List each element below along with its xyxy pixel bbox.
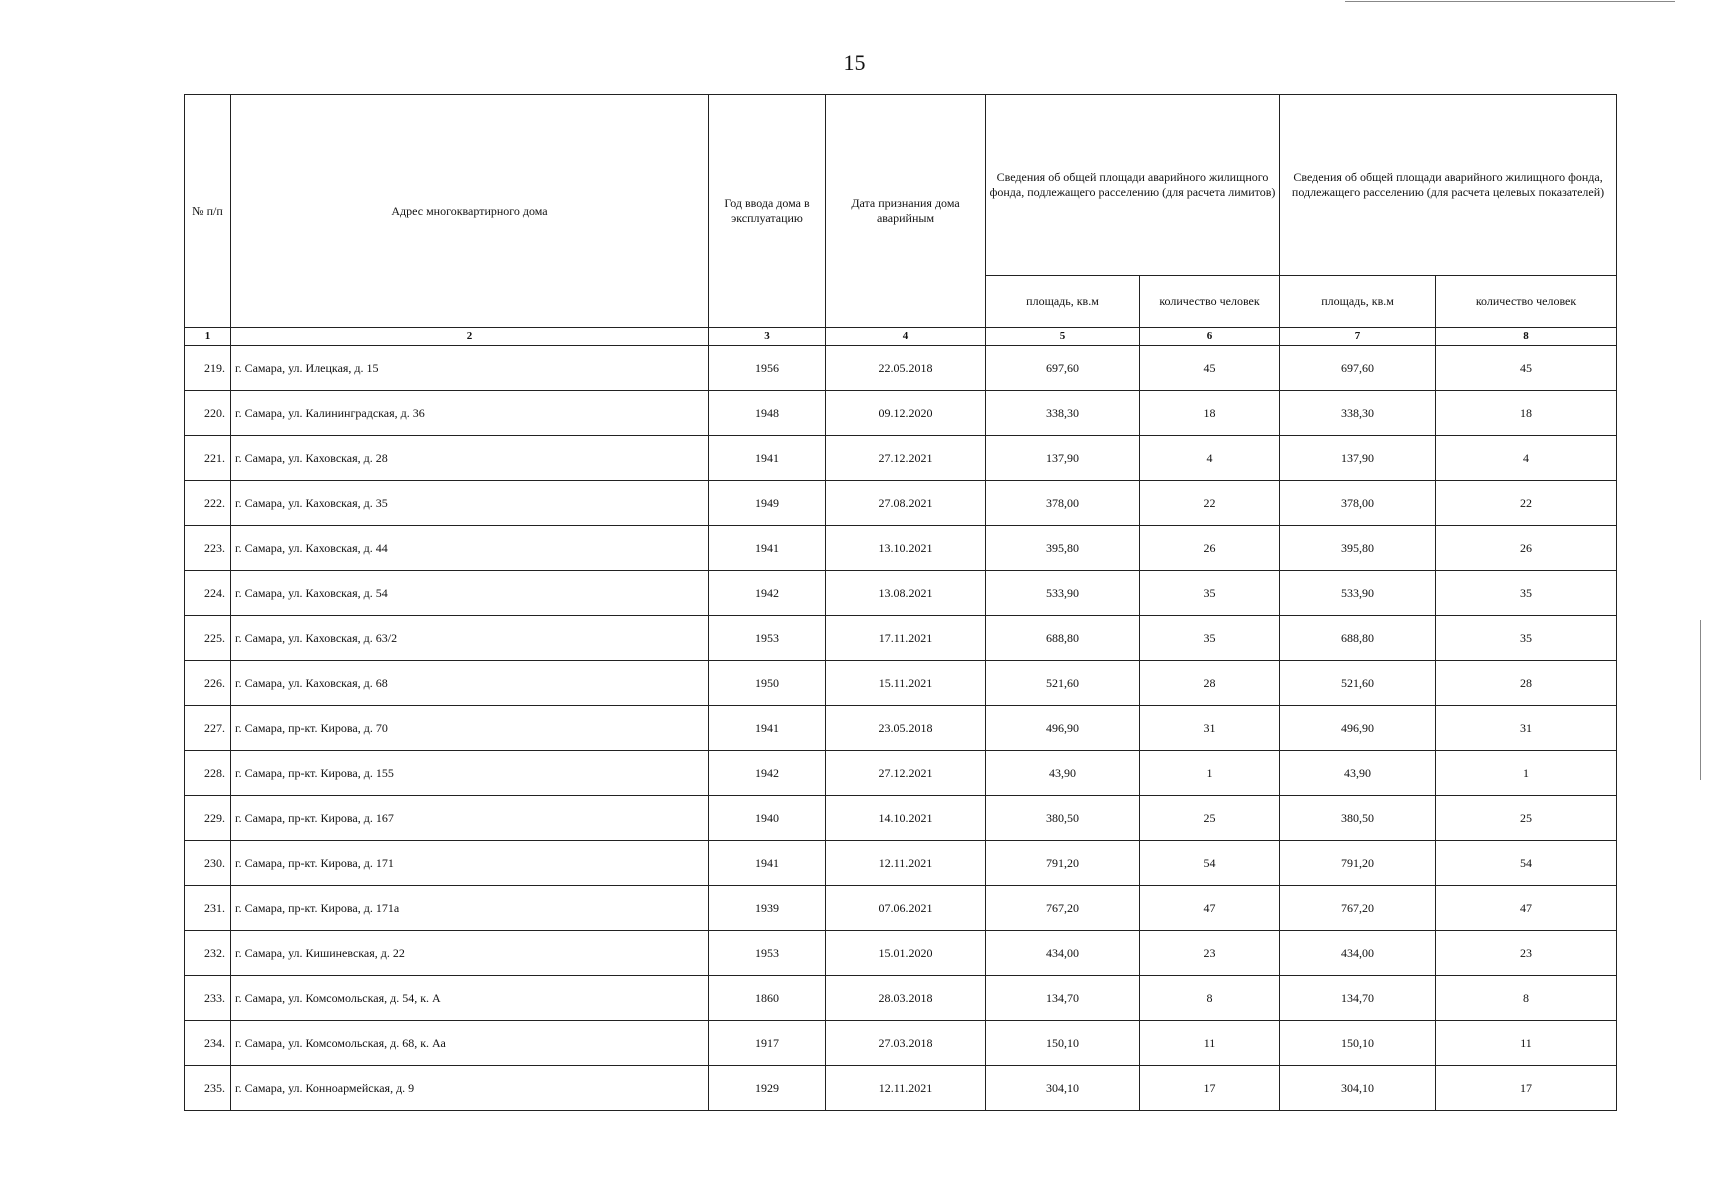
row-date: 07.06.2021 — [826, 886, 986, 931]
row-people-limits: 35 — [1140, 571, 1280, 616]
column-number: 8 — [1436, 328, 1617, 346]
row-people-targets: 4 — [1436, 436, 1617, 481]
row-people-targets: 47 — [1436, 886, 1617, 931]
row-area-limits: 338,30 — [986, 391, 1140, 436]
row-people-targets: 26 — [1436, 526, 1617, 571]
row-date: 15.01.2020 — [826, 931, 986, 976]
row-people-targets: 8 — [1436, 976, 1617, 1021]
table-row — [185, 751, 1617, 796]
table-row — [185, 706, 1617, 751]
row-people-limits: 8 — [1140, 976, 1280, 1021]
column-number: 2 — [231, 328, 709, 346]
row-area-limits: 395,80 — [986, 526, 1140, 571]
row-area-targets: 434,00 — [1280, 931, 1436, 976]
table-header — [185, 95, 1617, 346]
row-area-limits: 43,90 — [986, 751, 1140, 796]
row-date: 27.08.2021 — [826, 481, 986, 526]
row-address: г. Самара, пр-кт. Кирова, д. 167 — [231, 796, 709, 841]
row-people-limits: 45 — [1140, 346, 1280, 391]
row-people-limits: 26 — [1140, 526, 1280, 571]
row-area-limits: 378,00 — [986, 481, 1140, 526]
row-area-limits: 521,60 — [986, 661, 1140, 706]
row-year: 1941 — [709, 841, 826, 886]
row-area-limits: 134,70 — [986, 976, 1140, 1021]
row-year: 1950 — [709, 661, 826, 706]
table-row — [185, 391, 1617, 436]
row-address: г. Самара, пр-кт. Кирова, д. 155 — [231, 751, 709, 796]
table-row — [185, 526, 1617, 571]
column-number: 7 — [1280, 328, 1436, 346]
row-people-limits: 35 — [1140, 616, 1280, 661]
row-address: г. Самара, пр-кт. Кирова, д. 70 — [231, 706, 709, 751]
row-year: 1942 — [709, 571, 826, 616]
row-year: 1941 — [709, 436, 826, 481]
row-year: 1860 — [709, 976, 826, 1021]
table-row — [185, 481, 1617, 526]
row-year: 1940 — [709, 796, 826, 841]
row-people-limits: 28 — [1140, 661, 1280, 706]
column-number: 3 — [709, 328, 826, 346]
row-area-targets: 521,60 — [1280, 661, 1436, 706]
row-people-limits: 18 — [1140, 391, 1280, 436]
row-number: 231. — [185, 886, 231, 931]
row-address: г. Самара, ул. Конноармейская, д. 9 — [231, 1066, 709, 1111]
row-year: 1917 — [709, 1021, 826, 1066]
row-date: 23.05.2018 — [826, 706, 986, 751]
row-people-targets: 22 — [1436, 481, 1617, 526]
row-area-targets: 134,70 — [1280, 976, 1436, 1021]
row-people-limits: 11 — [1140, 1021, 1280, 1066]
row-number: 235. — [185, 1066, 231, 1111]
row-people-limits: 47 — [1140, 886, 1280, 931]
row-date: 15.11.2021 — [826, 661, 986, 706]
row-year: 1941 — [709, 526, 826, 571]
header-area-targets: площадь, кв.м — [1280, 276, 1436, 328]
row-address: г. Самара, ул. Илецкая, д. 15 — [231, 346, 709, 391]
row-year: 1941 — [709, 706, 826, 751]
table-row — [185, 346, 1617, 391]
row-area-limits: 791,20 — [986, 841, 1140, 886]
row-people-limits: 54 — [1140, 841, 1280, 886]
row-area-targets: 791,20 — [1280, 841, 1436, 886]
row-area-limits: 304,10 — [986, 1066, 1140, 1111]
row-number: 229. — [185, 796, 231, 841]
row-address: г. Самара, ул. Комсомольская, д. 68, к. Аа — [231, 1021, 709, 1066]
row-number: 232. — [185, 931, 231, 976]
row-area-limits: 697,60 — [986, 346, 1140, 391]
row-date: 17.11.2021 — [826, 616, 986, 661]
table-row — [185, 886, 1617, 931]
row-date: 22.05.2018 — [826, 346, 986, 391]
scan-margin-line — [1345, 1, 1675, 2]
row-people-limits: 1 — [1140, 751, 1280, 796]
row-people-targets: 45 — [1436, 346, 1617, 391]
header-date: Дата признания дома аварийным — [826, 95, 986, 328]
row-people-targets: 18 — [1436, 391, 1617, 436]
table-row — [185, 841, 1617, 886]
row-year: 1929 — [709, 1066, 826, 1111]
row-people-targets: 17 — [1436, 1066, 1617, 1111]
row-area-limits: 767,20 — [986, 886, 1140, 931]
row-address: г. Самара, ул. Каховская, д. 28 — [231, 436, 709, 481]
row-people-targets: 1 — [1436, 751, 1617, 796]
row-address: г. Самара, ул. Комсомольская, д. 54, к. А — [231, 976, 709, 1021]
row-address: г. Самара, ул. Кишиневская, д. 22 — [231, 931, 709, 976]
row-people-limits: 17 — [1140, 1066, 1280, 1111]
column-number-row — [185, 328, 1617, 346]
row-address: г. Самара, ул. Каховская, д. 35 — [231, 481, 709, 526]
row-area-targets: 150,10 — [1280, 1021, 1436, 1066]
row-number: 222. — [185, 481, 231, 526]
row-people-targets: 25 — [1436, 796, 1617, 841]
row-address: г. Самара, ул. Каховская, д. 54 — [231, 571, 709, 616]
row-area-limits: 434,00 — [986, 931, 1140, 976]
row-area-targets: 533,90 — [1280, 571, 1436, 616]
row-people-limits: 31 — [1140, 706, 1280, 751]
row-area-targets: 688,80 — [1280, 616, 1436, 661]
row-area-limits: 688,80 — [986, 616, 1140, 661]
header-group-limits: Сведения об общей площади аварийного жилищного фонда, подлежащего расселению (для расчета лимитов) — [986, 95, 1280, 276]
row-area-targets: 304,10 — [1280, 1066, 1436, 1111]
row-date: 13.08.2021 — [826, 571, 986, 616]
row-date: 27.12.2021 — [826, 436, 986, 481]
row-area-targets: 378,00 — [1280, 481, 1436, 526]
row-area-targets: 137,90 — [1280, 436, 1436, 481]
row-number: 224. — [185, 571, 231, 616]
row-year: 1956 — [709, 346, 826, 391]
row-people-targets: 28 — [1436, 661, 1617, 706]
column-number: 4 — [826, 328, 986, 346]
row-address: г. Самара, пр-кт. Кирова, д. 171 — [231, 841, 709, 886]
row-people-targets: 23 — [1436, 931, 1617, 976]
table-row — [185, 931, 1617, 976]
row-number: 226. — [185, 661, 231, 706]
row-people-targets: 35 — [1436, 616, 1617, 661]
row-area-targets: 338,30 — [1280, 391, 1436, 436]
row-address: г. Самара, пр-кт. Кирова, д. 171а — [231, 886, 709, 931]
row-number: 227. — [185, 706, 231, 751]
row-year: 1953 — [709, 616, 826, 661]
table-row — [185, 1021, 1617, 1066]
row-area-limits: 380,50 — [986, 796, 1140, 841]
row-area-targets: 767,20 — [1280, 886, 1436, 931]
row-number: 228. — [185, 751, 231, 796]
scan-margin-line — [1700, 620, 1701, 780]
table-row — [185, 616, 1617, 661]
row-date: 09.12.2020 — [826, 391, 986, 436]
header-people-targets: количество человек — [1436, 276, 1617, 328]
row-date: 13.10.2021 — [826, 526, 986, 571]
row-date: 14.10.2021 — [826, 796, 986, 841]
row-people-limits: 22 — [1140, 481, 1280, 526]
row-people-limits: 23 — [1140, 931, 1280, 976]
row-address: г. Самара, ул. Каховская, д. 68 — [231, 661, 709, 706]
row-people-targets: 54 — [1436, 841, 1617, 886]
table-row — [185, 661, 1617, 706]
row-number: 233. — [185, 976, 231, 1021]
row-year: 1942 — [709, 751, 826, 796]
table-body — [185, 346, 1617, 1111]
row-address: г. Самара, ул. Каховская, д. 63/2 — [231, 616, 709, 661]
header-address: Адрес многоквартирного дома — [231, 95, 709, 328]
header-num: № п/п — [185, 95, 231, 328]
table-row — [185, 976, 1617, 1021]
row-people-targets: 11 — [1436, 1021, 1617, 1066]
table-row — [185, 571, 1617, 616]
row-year: 1939 — [709, 886, 826, 931]
row-date: 28.03.2018 — [826, 976, 986, 1021]
column-number: 6 — [1140, 328, 1280, 346]
row-date: 12.11.2021 — [826, 841, 986, 886]
header-area-limits: площадь, кв.м — [986, 276, 1140, 328]
row-area-targets: 697,60 — [1280, 346, 1436, 391]
row-area-targets: 395,80 — [1280, 526, 1436, 571]
row-people-limits: 4 — [1140, 436, 1280, 481]
table-row — [185, 436, 1617, 481]
row-people-limits: 25 — [1140, 796, 1280, 841]
row-date: 12.11.2021 — [826, 1066, 986, 1111]
row-number: 220. — [185, 391, 231, 436]
header-people-limits: количество человек — [1140, 276, 1280, 328]
row-year: 1953 — [709, 931, 826, 976]
row-year: 1948 — [709, 391, 826, 436]
row-address: г. Самара, ул. Каховская, д. 44 — [231, 526, 709, 571]
page-number: 15 — [843, 50, 866, 75]
row-number: 230. — [185, 841, 231, 886]
header-group-targets: Сведения об общей площади аварийного жилищного фонда, подлежащего расселению (для расчета целевых показателей) — [1280, 95, 1617, 276]
header-year: Год ввода дома в эксплуатацию — [709, 95, 826, 328]
row-area-limits: 137,90 — [986, 436, 1140, 481]
row-number: 234. — [185, 1021, 231, 1066]
row-address: г. Самара, ул. Калининградская, д. 36 — [231, 391, 709, 436]
row-area-targets: 496,90 — [1280, 706, 1436, 751]
table-row — [185, 796, 1617, 841]
row-number: 221. — [185, 436, 231, 481]
table-row — [185, 1066, 1617, 1111]
row-area-limits: 150,10 — [986, 1021, 1140, 1066]
row-area-limits: 533,90 — [986, 571, 1140, 616]
row-people-targets: 31 — [1436, 706, 1617, 751]
row-people-targets: 35 — [1436, 571, 1617, 616]
housing-table — [184, 94, 1617, 1111]
row-date: 27.03.2018 — [826, 1021, 986, 1066]
row-area-limits: 496,90 — [986, 706, 1140, 751]
row-area-targets: 380,50 — [1280, 796, 1436, 841]
row-number: 225. — [185, 616, 231, 661]
column-number: 1 — [185, 328, 231, 346]
row-area-targets: 43,90 — [1280, 751, 1436, 796]
row-year: 1949 — [709, 481, 826, 526]
column-number: 5 — [986, 328, 1140, 346]
row-number: 219. — [185, 346, 231, 391]
row-date: 27.12.2021 — [826, 751, 986, 796]
row-number: 223. — [185, 526, 231, 571]
